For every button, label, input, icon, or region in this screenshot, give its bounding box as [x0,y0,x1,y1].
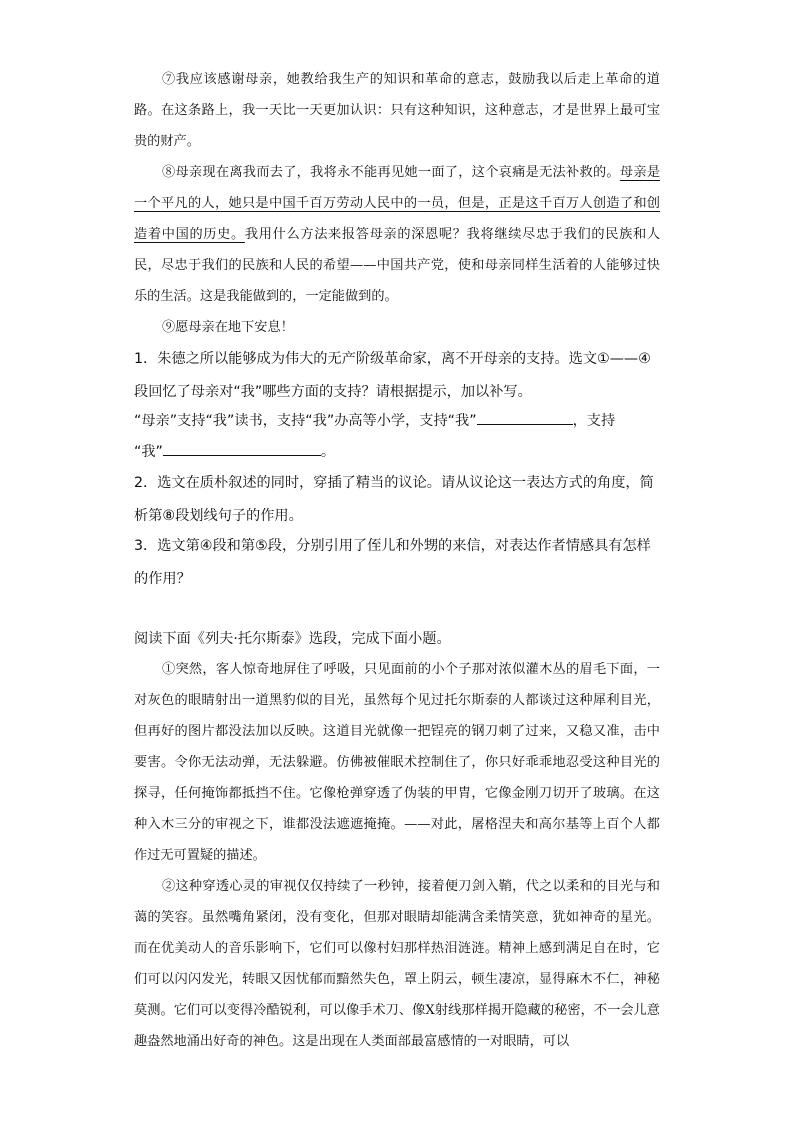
paragraph-8-start: ⑧母亲现在离我而去了，我将永不能再见她一面了，这个哀痛是无法补救的。 [162,165,620,180]
question-1-prompt-b: ，支持 [572,413,616,429]
answer-blank-2[interactable] [163,439,321,456]
paragraph-7: ⑦我应该感谢母亲，她教给我生产的知识和革命的意志，鼓励我以后走上革命的道路。在这条路上，我一天比一天更加认识：只有这种知识，这种意志，才是世界上最可宝贵的财产。 [134,72,660,149]
paragraph-9: ⑨愿母亲在地下安息！ [162,320,294,335]
tolstoy-paragraph-2: ②这种穿透心灵的审视仅仅持续了一秒钟，接着便刀剑入鞘，代之以柔和的目光与和蔼的笑容。虽然嘴角紧闭，没有变化，但那对眼睛却能满含柔情笑意，犹如神奇的星光。而在优美动人的音乐影响下，它们可以像村妇那样热泪涟涟。精神上感到满足自在时，它们可以闪闪发光，转眼又因忧郁而黯然失色，罩上阴云，顿生凄凉，显得麻木不仁，神秘莫测。它们可以变得冷酷锐利，可以像手术刀、像X射线那样揭开隐藏的秘密，不一会儿意趣盎然地涌出好奇的神色。这是出现在人类面部最富感情的一对眼睛，可以 [134,879,660,1049]
paragraph-8-underlined-sentence: 母亲是一个平凡的人，她只是中国千百万劳动人民中的一员，但是，正是这千百万人创造了和创造着中国的历史。 [134,165,661,242]
question-1-fill-line-2 [134,436,664,469]
paragraph-8 [134,157,660,312]
section-2-intro: 阅读下面《列夫·托尔斯泰》选段，完成下面小题。 [134,631,451,647]
tolstoy-paragraph-1: ①突然，客人惊奇地屏住了呼吸，只见面前的小个子那对浓似灌木丛的眉毛下面，一对灰色的眼睛射出一道黑豹似的目光，虽然每个见过托尔斯泰的人都谈过这种犀利目光，但再好的图片都没法加以反映。这道目光就像一把锃亮的钢刀刺了过来，又稳又准，击中要害。令你无法动弹，无法躲避。仿佛被催眠术控制住了，你只好乖乖地忍受这种目光的探寻，任何掩饰都抵挡不住。它像枪弹穿透了伪装的甲胄，它像金刚刀切开了玻璃。在这种入木三分的审视之下，谁都没法遮遮掩掩。——对此，屠格涅夫和高尔基等上百个人都作过无可置疑的描述。 [134,662,660,863]
question-1-prompt-c: “我” [134,444,163,460]
question-1: 1．朱德之所以能够成为伟大的无产阶级革命家，离不开母亲的支持。选文①——④段回忆了母亲对“我”哪些方面的支持？请根据提示，加以补写。 [134,351,651,400]
question-1-prompt-end: 。 [320,444,336,460]
paragraph-8-end: 我用什么方法来报答母亲的深恩呢？我将继续尽忠于我们的民族和人民，尽忠于我们的民族和人民的希望——中国共产党，使和母亲同样生活着的人能够过快乐的生活。这是我能做到的，一定能做到的。 [134,227,661,304]
question-3: 3．选文第④段和第⑤段，分别引用了侄儿和外甥的来信，对表达作者情感具有怎样的作用？ [134,538,651,587]
question-1-fill-line-1 [134,405,664,438]
answer-blank-1[interactable] [477,408,573,425]
question-1-prompt-a: “母亲”支持“我”读书，支持“我”办高等小学，支持“我” [134,413,477,429]
question-2: 2．选文在质朴叙述的同时，穿插了精当的议论。请从议论这一表达方式的角度，简析第⑧段划线句子的作用。 [134,475,654,524]
